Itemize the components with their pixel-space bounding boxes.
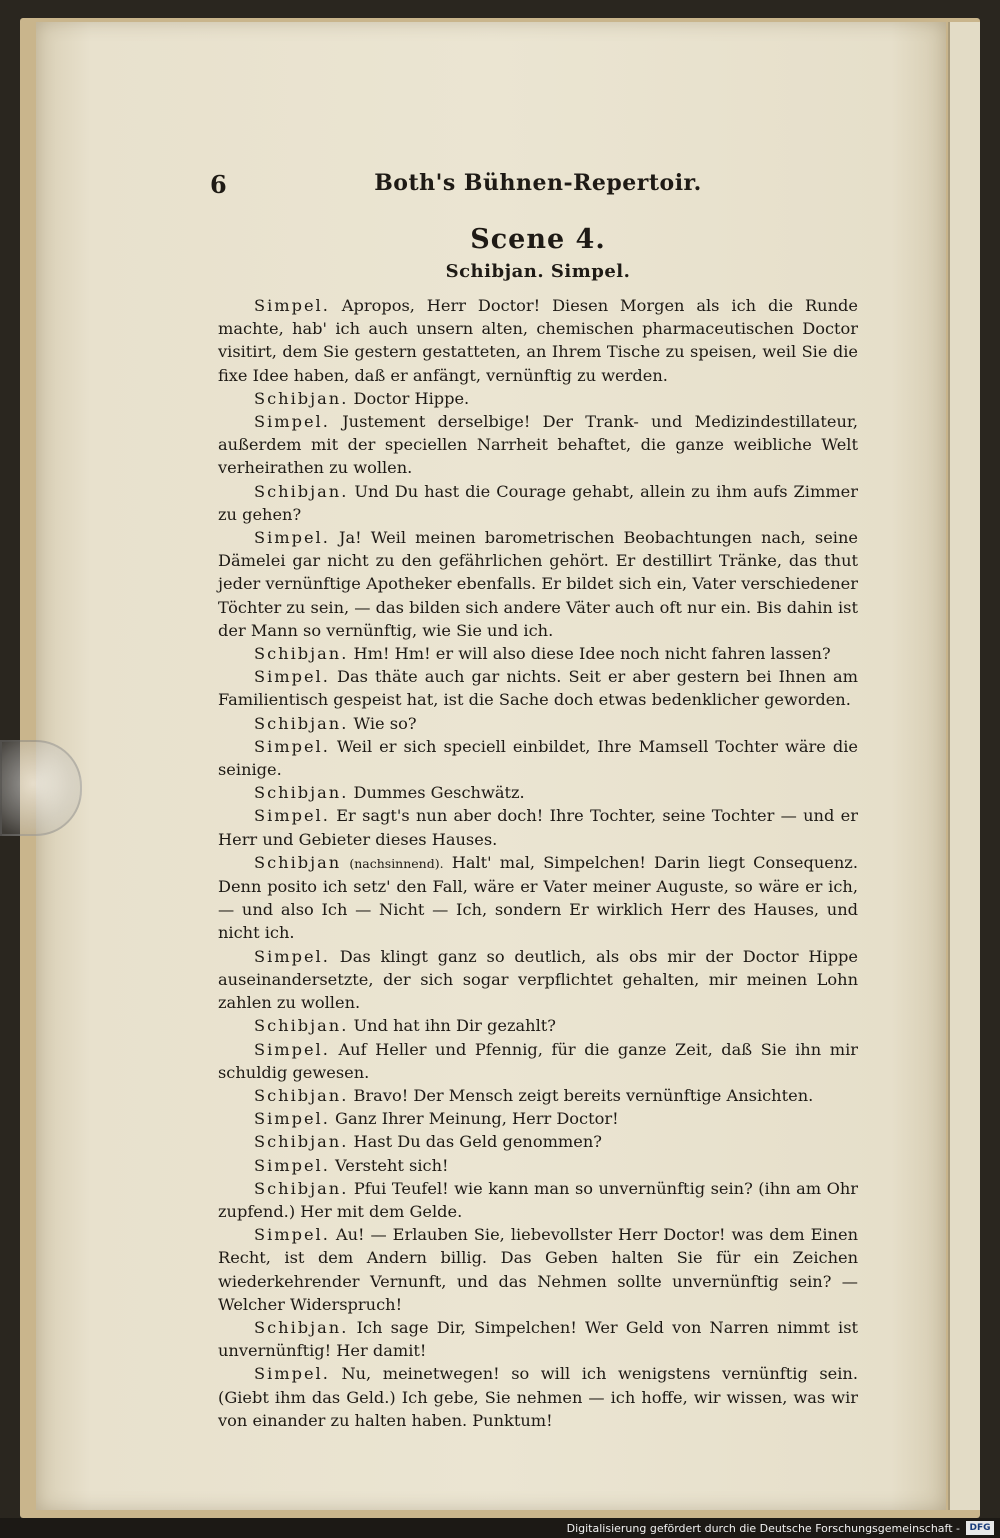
speaker-name: Simpel. — [254, 1225, 330, 1245]
dialogue-paragraph — [218, 1014, 858, 1037]
speaker-name: Simpel. — [254, 296, 330, 315]
dialogue-paragraph — [218, 1316, 858, 1362]
speech-text: Wie so? — [353, 713, 417, 733]
running-title: Both's Bühnen-Repertoir. — [374, 170, 702, 196]
dialogue-paragraph — [218, 712, 858, 735]
speaker-name: Simpel. — [254, 806, 330, 826]
speech-text: Ja! Weil meinen barometrischen Beobachtungen nach, seine Dämelei gar nicht zu den gefährlichen gehört. Er destillirt Tränke, das thut jeder vernünftige Apotheker ebenfalls. Er bildet sich ein, Vater verschiedener Töchter zu sein, — das bilden sich andere Väter auch oft nur ein. Bis dahin ist der Mann so vernünftig, wie Sie und ich. — [218, 528, 858, 640]
speaker-name: Simpel. — [254, 1109, 330, 1129]
page-header — [210, 170, 858, 204]
speech-text: Dummes Geschwätz. — [353, 783, 525, 803]
speech-text: Apropos, Herr Doctor! Diesen Morgen als ich die Runde machte, hab' ich auch unsern alten, chemischen pharmaceutischen Doctor visitirt, dem Sie gestern gestatteten, an Ihrem Tische zu speisen, weil Sie die fixe Idee haben, daß er anfängt, vernünftig zu werden. — [218, 296, 858, 385]
speaker-name: Schibjan — [254, 852, 342, 872]
speech-text: Ich sage Dir, Simpelchen! Wer Geld von Narren nimmt ist unvernünftig! Her damit! — [218, 1317, 859, 1361]
speaker-name: Schibjan. — [254, 1016, 349, 1036]
page-content — [210, 170, 859, 1432]
speaker-name: Schibjan. — [254, 1085, 349, 1105]
speaker-name: Schibjan. — [254, 481, 349, 501]
dialogue-paragraph — [218, 851, 858, 945]
dialogue-paragraph — [218, 1223, 858, 1316]
page-number: 6 — [210, 170, 227, 199]
speech-text: Nu, meinetwegen! so will ich wenigstens vernünftig sein. (Giebt ihm das Geld.) Ich gebe, Sie nehmen — ich hoffe, wir wissen, was wir von einander zu halten haben. Punktum! — [218, 1364, 858, 1430]
speech-text: Das thäte auch gar nichts. Seit er aber gestern bei Ihnen am Familientisch gespeist hat, ist die Sache doch etwas bedenklicher geworden. — [218, 667, 858, 710]
speaker-name: Simpel. — [254, 1364, 330, 1384]
dfg-logo: DFG — [966, 1521, 994, 1535]
speech-text: Und Du hast die Courage gehabt, allein zu ihm aufs Zimmer zu gehen? — [218, 481, 858, 524]
speech-text: Er sagt's nun aber doch! Ihre Tochter, seine Tochter — und er Herr und Gebieter dieses Hauses. — [218, 806, 858, 849]
speaker-name: Simpel. — [254, 1155, 330, 1175]
facing-page-edge — [948, 22, 980, 1510]
dialogue-paragraph — [218, 387, 858, 410]
speech-text: Doctor Hippe. — [353, 388, 470, 408]
speaker-name: Schibjan. — [254, 1132, 349, 1152]
stage-direction: (nachsinnend). — [349, 855, 444, 871]
dialogue-paragraph — [218, 294, 858, 387]
speaker-name: Simpel. — [254, 736, 330, 756]
speech-text: Pfui Teufel! wie kann man so unvernünftig sein? (ihn am Ohr zupfend.) Her mit dem Gelde. — [218, 1178, 858, 1221]
dialogue-paragraph — [218, 781, 858, 804]
dialogue-paragraph — [218, 526, 858, 642]
speech-text: Das klingt ganz so deutlich, als obs mir der Doctor Hippe auseinandersetzte, der sich sogar verpflichtet gehalten, mir meinen Lohn zahlen zu wollen. — [218, 946, 858, 1013]
dialogue-paragraph — [218, 1084, 858, 1107]
dialogue-paragraph — [218, 1130, 858, 1153]
speaker-name: Simpel. — [254, 946, 330, 966]
speech-text: Bravo! Der Mensch zeigt bereits vernünftige Ansichten. — [353, 1085, 814, 1105]
dialogue-paragraph — [218, 480, 858, 526]
dialogue-paragraph — [218, 1177, 858, 1223]
speaker-name: Schibjan. — [254, 644, 349, 664]
dialogue-paragraph — [218, 1107, 858, 1130]
speech-text: Versteht sich! — [335, 1155, 449, 1175]
speech-text: Hm! Hm! er will also diese Idee noch nicht fahren lassen? — [353, 644, 831, 664]
speech-text: Ganz Ihrer Meinung, Herr Doctor! — [335, 1109, 619, 1129]
speaker-name: Schibjan. — [254, 783, 349, 803]
dialogue-paragraph — [218, 1038, 858, 1084]
speech-text: Halt' mal, Simpelchen! Darin liegt Consequenz. Denn posito ich setz' den Fall, wäre er Vater meiner Auguste, so wäre er ich, — und also Ich — Nicht — Ich, sondern Er wirklich Herr des Hauses, und nicht ich. — [218, 852, 858, 943]
speech-text: Au! — Erlauben Sie, liebevollster Herr Doctor! was dem Einen Recht, ist dem Andern billig. Das Geben halten Sie für ein Zeichen wiederkehrender Vernunft, und das Nehmen sollte unvernünftig sein? — Welcher Widerspruch! — [218, 1225, 858, 1314]
speech-text: Weil er sich speciell einbildet, Ihre Mamsell Tochter wäre die seinige. — [218, 736, 858, 780]
dialogue-paragraph — [218, 945, 858, 1015]
digitization-credit: Digitalisierung gefördert durch die Deutsche Forschungsgemeinschaft - — [566, 1522, 960, 1535]
dialogue-paragraph — [218, 642, 858, 665]
speaker-name: Schibjan. — [254, 1317, 349, 1337]
dialogue-paragraph — [218, 804, 858, 850]
speech-text: Justement derselbige! Der Trank- und Medizindestillateur, außerdem mit der speciellen Narrheit behaftet, die ganze weibliche Welt verheirathen zu wollen. — [218, 412, 858, 478]
speech-text: Und hat ihn Dir gezahlt? — [353, 1016, 556, 1036]
speech-text: Auf Heller und Pfennig, für die ganze Zeit, daß Sie ihn mir schuldig gewesen. — [218, 1039, 858, 1082]
speaker-name: Simpel. — [254, 528, 330, 548]
dialogue-paragraph — [218, 410, 858, 480]
speaker-name: Simpel. — [254, 412, 330, 432]
speaker-name: Schibjan. — [254, 388, 349, 408]
dialogue-paragraph — [218, 665, 858, 711]
dialogue-paragraph — [218, 1154, 858, 1177]
speaker-name: Schibjan. — [254, 713, 349, 733]
speaker-name: Simpel. — [254, 1039, 330, 1059]
scene-title: Scene 4. — [470, 224, 606, 255]
speaker-name: Schibjan. — [254, 1178, 349, 1198]
speech-text: Hast Du das Geld genommen? — [353, 1132, 602, 1152]
dialogue-text — [218, 294, 858, 1432]
speaker-name: Simpel. — [254, 667, 330, 687]
scene-characters: Schibjan. Simpel. — [445, 261, 631, 282]
dialogue-paragraph — [218, 1362, 858, 1432]
dialogue-paragraph — [218, 735, 858, 781]
